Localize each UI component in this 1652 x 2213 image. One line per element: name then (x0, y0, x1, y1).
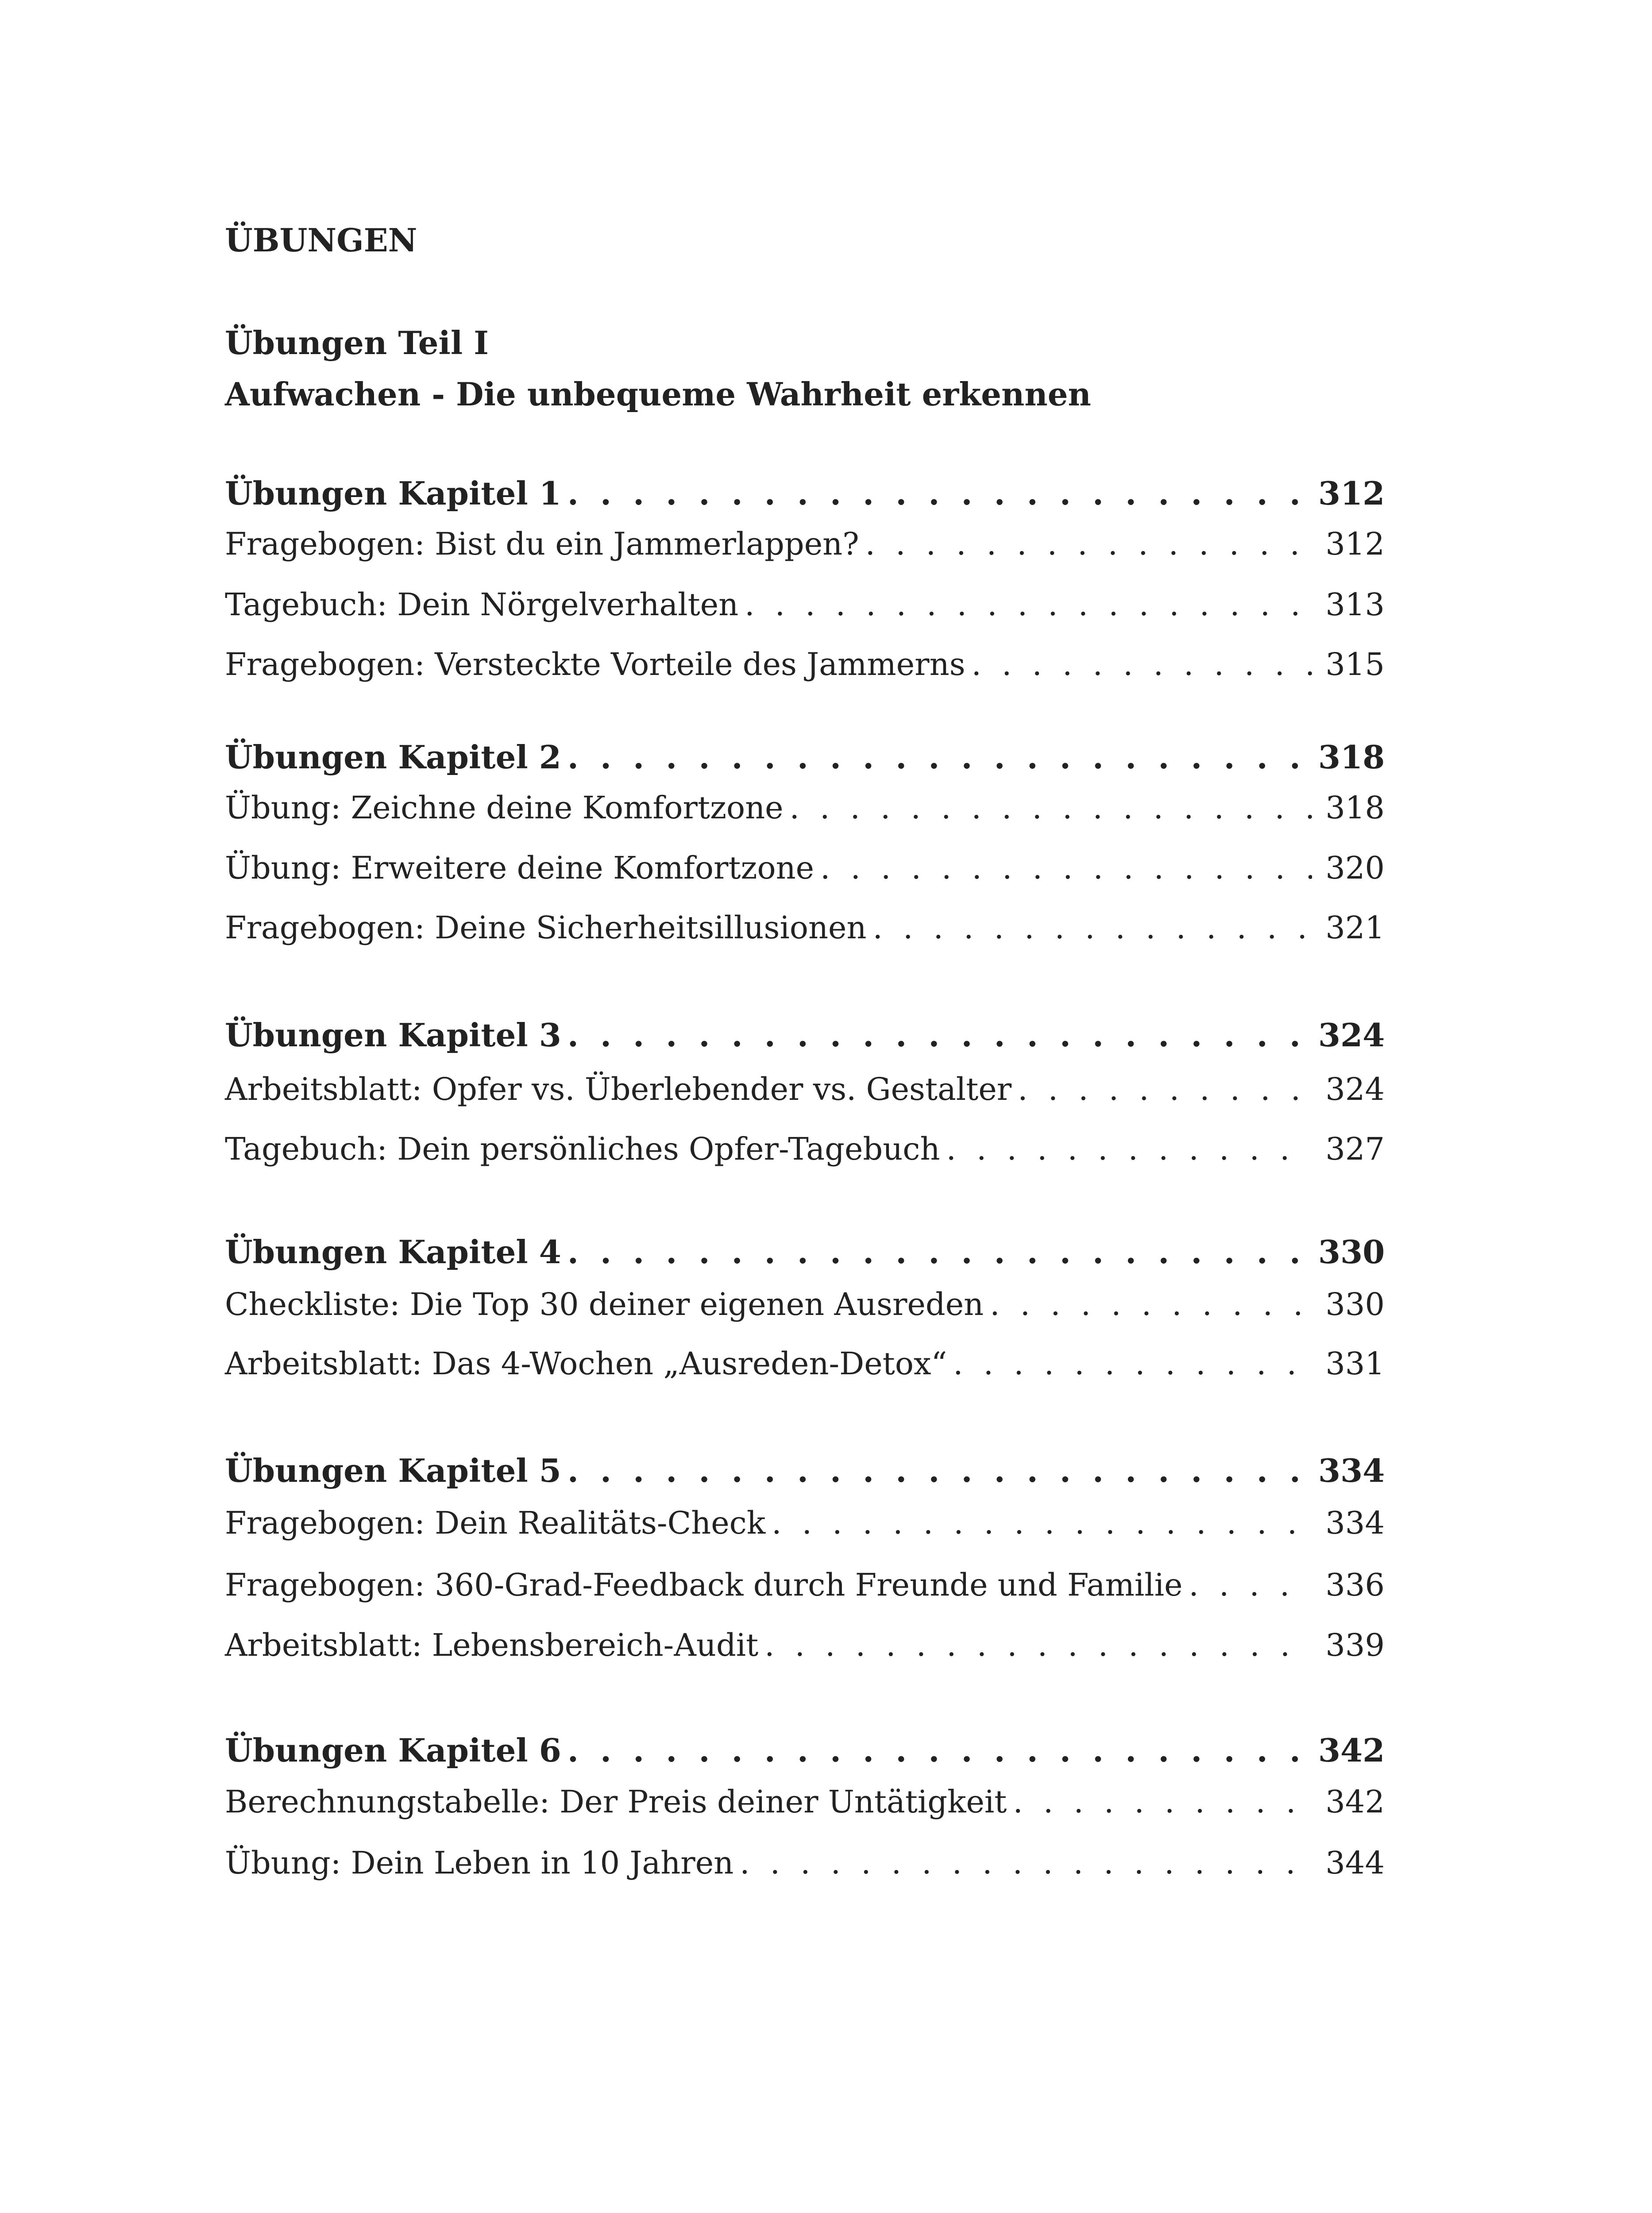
page-number: 334 (1318, 1452, 1385, 1489)
entry-title: Übung: Dein Leben in 10 Jahren (225, 1845, 734, 1881)
page-number: 342 (1325, 1784, 1385, 1820)
dot-leader (820, 850, 1312, 886)
entry-title: Übung: Erweitere deine Komfortzone (225, 850, 814, 886)
chapter-title: Übungen Kapitel 1 (225, 474, 561, 512)
page-number: 344 (1325, 1845, 1385, 1881)
dot-leader (567, 1233, 1312, 1271)
page-number: 312 (1325, 526, 1385, 562)
dot-leader (953, 1346, 1312, 1382)
dot-leader (745, 586, 1312, 623)
part-label: Übungen Teil I (225, 324, 489, 362)
entry-title: Arbeitsblatt: Das 4-Wochen „Ausreden-Detox“ (225, 1346, 947, 1382)
toc-chapter-2[interactable] (225, 738, 1385, 783)
toc-entry[interactable] (225, 1784, 1385, 1828)
page-number: 339 (1325, 1627, 1385, 1663)
toc-entry[interactable] (225, 850, 1385, 894)
dot-leader (946, 1131, 1312, 1167)
page-number: 324 (1325, 1071, 1385, 1107)
page-number: 336 (1325, 1567, 1385, 1603)
dot-leader (1189, 1567, 1312, 1603)
toc-entry[interactable] (225, 1567, 1385, 1611)
entry-title: Fragebogen: Dein Realitäts-Check (225, 1505, 766, 1541)
toc-entry[interactable] (225, 1131, 1385, 1175)
page-number: 312 (1318, 474, 1385, 512)
page-number: 321 (1325, 910, 1385, 946)
toc-chapter-3[interactable] (225, 1016, 1385, 1060)
page-number: 330 (1318, 1233, 1385, 1271)
page-number: 334 (1325, 1505, 1385, 1541)
toc-entry[interactable] (225, 1286, 1385, 1330)
page-number: 331 (1325, 1346, 1385, 1382)
toc-entry[interactable] (225, 1505, 1385, 1549)
entry-title: Fragebogen: Deine Sicherheitsillusionen (225, 910, 867, 946)
entry-title: Tagebuch: Dein persönliches Opfer-Tagebuch (225, 1131, 940, 1167)
chapter-title: Übungen Kapitel 5 (225, 1452, 561, 1489)
dot-leader (790, 790, 1312, 826)
page-number: 315 (1325, 646, 1385, 682)
toc-entry[interactable] (225, 1627, 1385, 1671)
dot-leader (865, 526, 1312, 562)
entry-title: Checkliste: Die Top 30 deiner eigenen Ausreden (225, 1286, 984, 1322)
toc-entry[interactable] (225, 1346, 1385, 1390)
toc-entry[interactable] (225, 1845, 1385, 1889)
toc-chapter-5[interactable] (225, 1452, 1385, 1496)
toc-entry[interactable] (225, 526, 1385, 570)
entry-title: Tagebuch: Dein Nörgelverhalten (225, 586, 739, 623)
toc-chapter-4[interactable] (225, 1233, 1385, 1277)
chapter-title: Übungen Kapitel 6 (225, 1731, 561, 1769)
entry-title: Fragebogen: 360-Grad-Feedback durch Freunde und Familie (225, 1567, 1183, 1603)
page-number: 320 (1325, 850, 1385, 886)
dot-leader (990, 1286, 1312, 1322)
toc-entry[interactable] (225, 1071, 1385, 1115)
dot-leader (567, 1731, 1312, 1769)
page-number: 324 (1318, 1016, 1385, 1054)
dot-leader (764, 1627, 1312, 1663)
toc-chapter-6[interactable] (225, 1731, 1385, 1776)
dot-leader (1013, 1784, 1312, 1820)
page-number: 318 (1318, 738, 1385, 776)
toc-entry[interactable] (225, 646, 1385, 690)
entry-title: Fragebogen: Versteckte Vorteile des Jammerns (225, 646, 965, 682)
page-number: 330 (1325, 1286, 1385, 1322)
dot-leader (567, 738, 1312, 776)
dot-leader (772, 1505, 1312, 1541)
part-subtitle: Aufwachen - Die unbequeme Wahrheit erkennen (225, 375, 1091, 413)
page-number: 313 (1325, 586, 1385, 623)
dot-leader (567, 1016, 1312, 1054)
dot-leader (972, 646, 1312, 682)
entry-title: Fragebogen: Bist du ein Jammerlappen? (225, 526, 859, 562)
chapter-title: Übungen Kapitel 2 (225, 738, 561, 776)
page-number: 318 (1325, 790, 1385, 826)
entry-title: Arbeitsblatt: Lebensbereich-Audit (225, 1627, 759, 1663)
toc-entry[interactable] (225, 586, 1385, 631)
dot-leader (1018, 1071, 1312, 1107)
page-number: 327 (1325, 1131, 1385, 1167)
entry-title: Berechnungstabelle: Der Preis deiner Untätigkeit (225, 1784, 1007, 1820)
page-title: ÜBUNGEN (225, 221, 417, 259)
dot-leader (567, 1452, 1312, 1489)
entry-title: Übung: Zeichne deine Komfortzone (225, 790, 784, 826)
chapter-title: Übungen Kapitel 4 (225, 1233, 561, 1271)
toc-entry[interactable] (225, 910, 1385, 954)
toc-chapter-1[interactable] (225, 474, 1385, 519)
dot-leader (567, 474, 1312, 512)
entry-title: Arbeitsblatt: Opfer vs. Überlebender vs. Gestalter (225, 1071, 1012, 1107)
toc-entry[interactable] (225, 790, 1385, 834)
chapter-title: Übungen Kapitel 3 (225, 1016, 561, 1054)
page-number: 342 (1318, 1731, 1385, 1769)
dot-leader (740, 1845, 1312, 1881)
dot-leader (873, 910, 1312, 946)
